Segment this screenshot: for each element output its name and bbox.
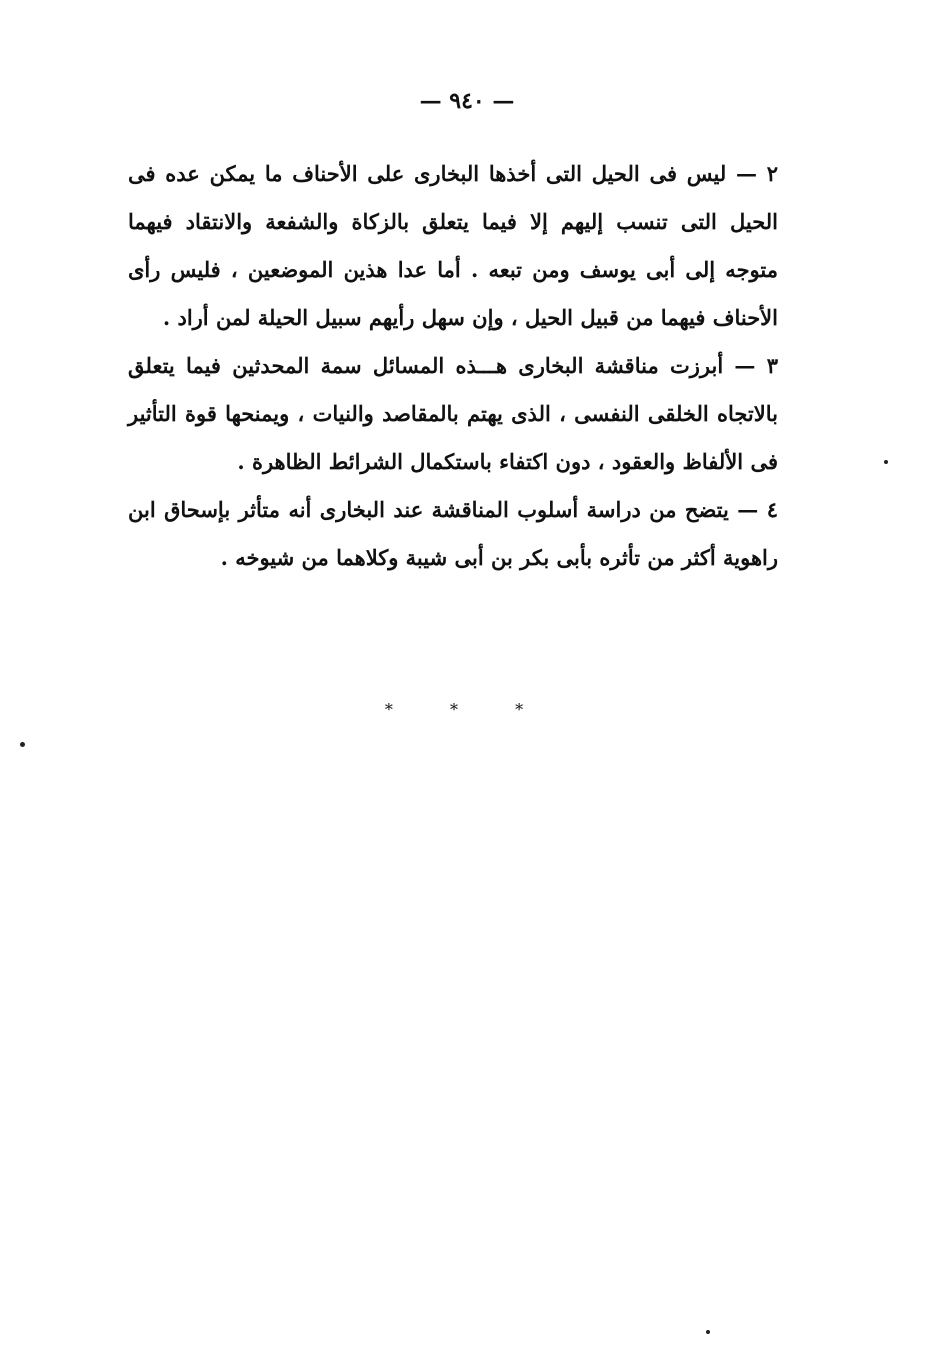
scan-speck [20,742,25,747]
scan-speck [706,1330,710,1334]
scan-speck [884,460,888,464]
paragraph-2: ٢ — ليس فى الحيل التى أخذها البخارى على الأحناف ما يمكن عده فى الحيل التى تنسب إليهم إلا فيما يتعلق بالزكاة والشفعة والانتقاد فيهما متوجه إلى أبى يوسف ومن تبعه . أما عدا هذين الموضعين ، فليس رأى الأحناف فيهما من قبيل الحيل ، وإن سهل رأيهم سبيل الحيلة لمن أراد . [128,161,778,330]
section-separator: * * * [384,700,550,719]
paragraph-3: ٣ — أبرزت مناقشة البخارى هـــذه المسائل سمة المحدثين فيما يتعلق بالاتجاه الخلقى النفسى ، الذى يهتم بالمقاصد والنيات ، ويمنحها قوة التأثير فى الألفاظ والعقود ، دون اكتفاء باستكمال الشرائط الظاهرة . [128,353,778,474]
paragraph-4: ٤ — يتضح من دراسة أسلوب المناقشة عند البخارى أنه متأثر بإسحاق ابن راهوية أكثر من تأثره بأبى بكر بن أبى شيبة وكلاهما من شيوخه . [128,497,778,570]
body-text [128,150,778,582]
page-number: — ٩٤٠ — [419,88,515,114]
